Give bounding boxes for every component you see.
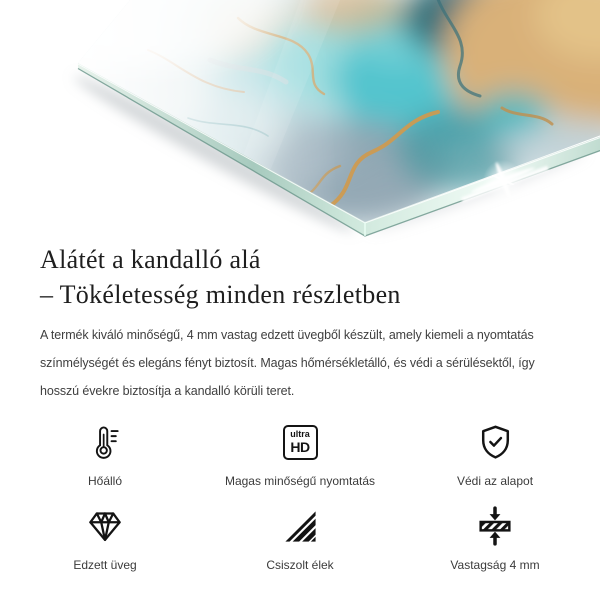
feature-grid: [20, 405, 580, 573]
thermometer-icon: [89, 419, 121, 465]
feature-label: Védi az alapot: [456, 474, 534, 488]
feature-polished-edges: [190, 503, 410, 573]
diamond-icon: [86, 503, 124, 549]
page-title-line2: – Tökéletesség minden részletben: [40, 280, 401, 309]
product-description: [40, 321, 600, 405]
page-title: [0, 240, 600, 312]
feature-label: Hőálló: [87, 474, 123, 488]
ultra-hd-icon: [283, 419, 318, 465]
feature-tempered-glass: [20, 503, 190, 573]
product-image: [0, 0, 600, 240]
feature-label: Vastagság 4 mm: [450, 558, 540, 572]
shield-check-icon: [475, 419, 516, 465]
feature-heat-resistant: [20, 419, 190, 489]
feature-base-protection: [410, 419, 580, 489]
ultra-hd-icon-text-bottom: HD: [290, 439, 310, 455]
description-line: A termék kiváló minőségű, 4 mm vastag edzett üvegből készült, amely kiemeli a nyomtatás: [40, 328, 534, 342]
feature-label: Csiszolt élek: [266, 558, 334, 572]
glass-panel-illustration: [0, 0, 600, 240]
polished-edges-icon: [282, 503, 319, 549]
feature-print-quality: [190, 419, 410, 489]
thickness-icon: [474, 503, 516, 549]
feature-label: Magas minőségű nyomtatás: [224, 474, 376, 488]
page-title-line1: Alátét a kandalló alá: [40, 245, 261, 274]
feature-label: Edzett üveg: [73, 558, 137, 572]
ultra-hd-icon-text-top: ultra: [290, 429, 310, 439]
description-line: hosszú évekre biztosítja a kandalló körüli teret.: [40, 384, 295, 398]
description-line: színmélységét és elegáns fényt biztosít. Magas hőmérsékletálló, és védi a sérülésektől, így: [40, 356, 535, 370]
feature-thickness: [410, 503, 580, 573]
